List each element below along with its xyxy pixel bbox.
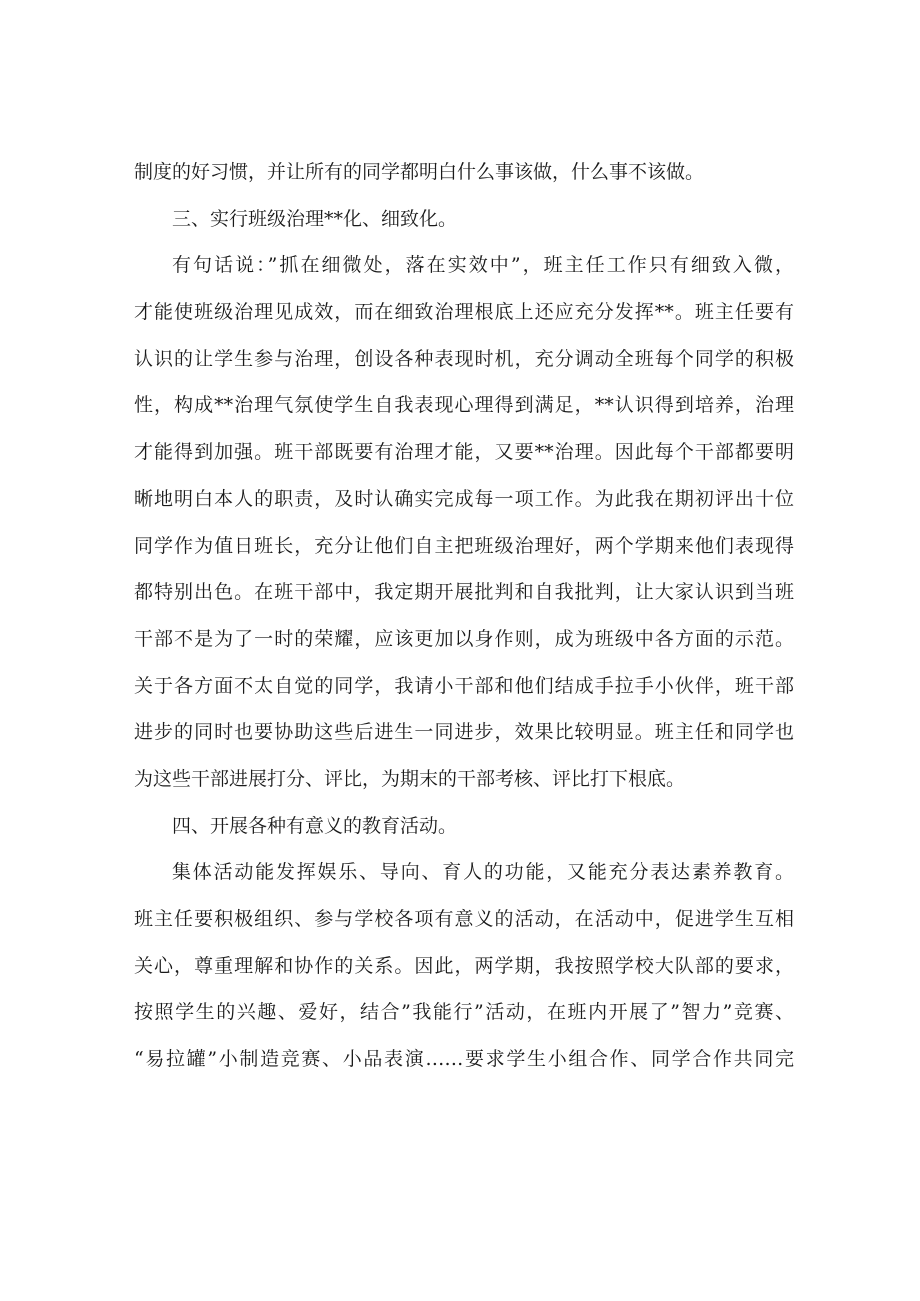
text-line: “易拉罐”小制造竞赛、小品表演……要求学生小组合作、同学合作共同完: [134, 1048, 794, 1071]
text-line: 班主任要积极组织、参与学校各项有意义的活动，在活动中，促进学生互相: [134, 908, 794, 930]
text-line: 按照学生的兴趣、爱好，结合”我能行”活动，在班内开展了”智力”竞赛、: [134, 1001, 794, 1024]
text-line: 关于各方面不太自觉的同学，我请小干部和他们结成手拉手小伙伴，班干部: [134, 674, 794, 697]
text-line: 集体活动能发挥娱乐、导向、育人的功能，又能充分表达素养教育。: [172, 861, 794, 884]
text-line: 晰地明白本人的职责，及时认确实完成每一项工作。为此我在期初评出十位: [134, 487, 794, 510]
body-text: [134, 149, 794, 1083]
text-line: 四、开展各种有意义的教育活动。: [172, 814, 458, 837]
text-line: 同学作为值日班长，充分让他们自主把班级治理好，两个学期来他们表现得: [134, 534, 794, 557]
text-line: 才能使班级治理见成效，而在细致治理根底上还应充分发挥**。班主任要有: [134, 301, 794, 324]
text-line: 关心，尊重理解和协作的关系。因此，两学期，我按照学校大队部的要求，: [134, 954, 794, 977]
text-line: 为这些干部进展打分、评比，为期末的干部考核、评比打下根底。: [134, 767, 686, 790]
text-line: 才能得到加强。班干部既要有治理才能，又要**治理。因此每个干部都要明: [134, 441, 794, 464]
text-line: 干部不是为了一时的荣耀，应该更加以身作则，成为班级中各方面的示范。: [134, 627, 794, 650]
text-line: 三、实行班级治理**化、细致化。: [172, 207, 458, 230]
text-line: 进步的同时也要协助这些后进生一同进步，效果比较明显。班主任和同学也: [134, 721, 794, 744]
text-line: 性，构成**治理气氛使学生自我表现心理得到满足，**认识得到培养，治理: [134, 394, 794, 417]
text-line: 认识的让学生参与治理，创设各种表现时机，充分调动全班每个同学的积极: [134, 347, 794, 370]
text-line: 有句话说：”抓在细微处，落在实效中”，班主任工作只有细致入微，: [172, 254, 794, 277]
text-line: 制度的好习惯，并让所有的同学都明白什么事该做，什么事不该做。: [134, 161, 705, 183]
text-line: 都特别出色。在班干部中，我定期开展批判和自我批判，让大家认识到当班: [134, 581, 794, 604]
